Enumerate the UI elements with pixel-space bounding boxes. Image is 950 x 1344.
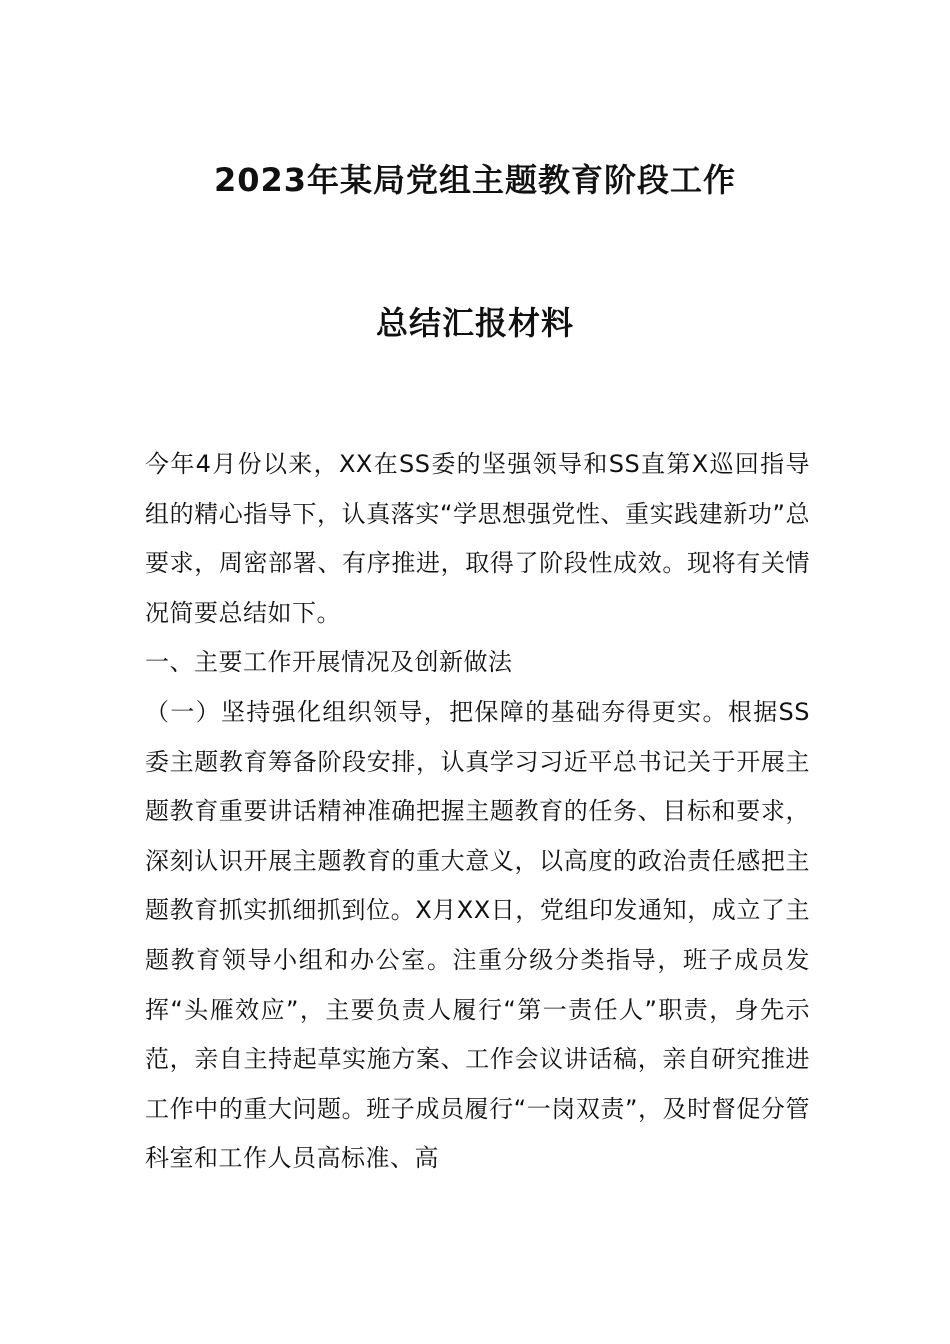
document-title-line-1: 2023年某局党组主题教育阶段工作 [213,161,737,199]
document-title-line-2: 总结汇报材料 [375,304,574,342]
paragraph-section-1: （一）坚持强化组织领导，把保障的基础夯得更实。根据SS委主题教育筹备阶段安排，认真学习习近平总书记关于开展主题教育重要讲话精神准确把握主题教育的任务、目标和要求，深刻认识开展主题教育的重大意义，以高度的政治责任感把主题教育抓实抓细抓到位。X月XX日，党组印发通知，成立了主题教育领导小组和办公室。注重分级分类指导，班子成员发挥“头雁效应”，主要负责人履行“第一责任人”职责，身先示范，亲自主持起草实施方案、工作会议讲话稿，亲自研究推进工作中的重大问题。班子成员履行“一岗双责”，及时督促分管科室和工作人员高标准、高 [145,697,810,1173]
paragraph-intro: 今年4月份以来，XX在SS委的坚强领导和SS直第X巡回指导组的精心指导下，认真落实“学思想强党性、重实践建新功”总要求，周密部署、有序推进，取得了阶段性成效。现将有关情况简要总结如下。 [145,450,810,627]
document-body [145,440,810,1184]
section-heading: 一、主要工作开展情况及创新做法 [145,648,513,677]
